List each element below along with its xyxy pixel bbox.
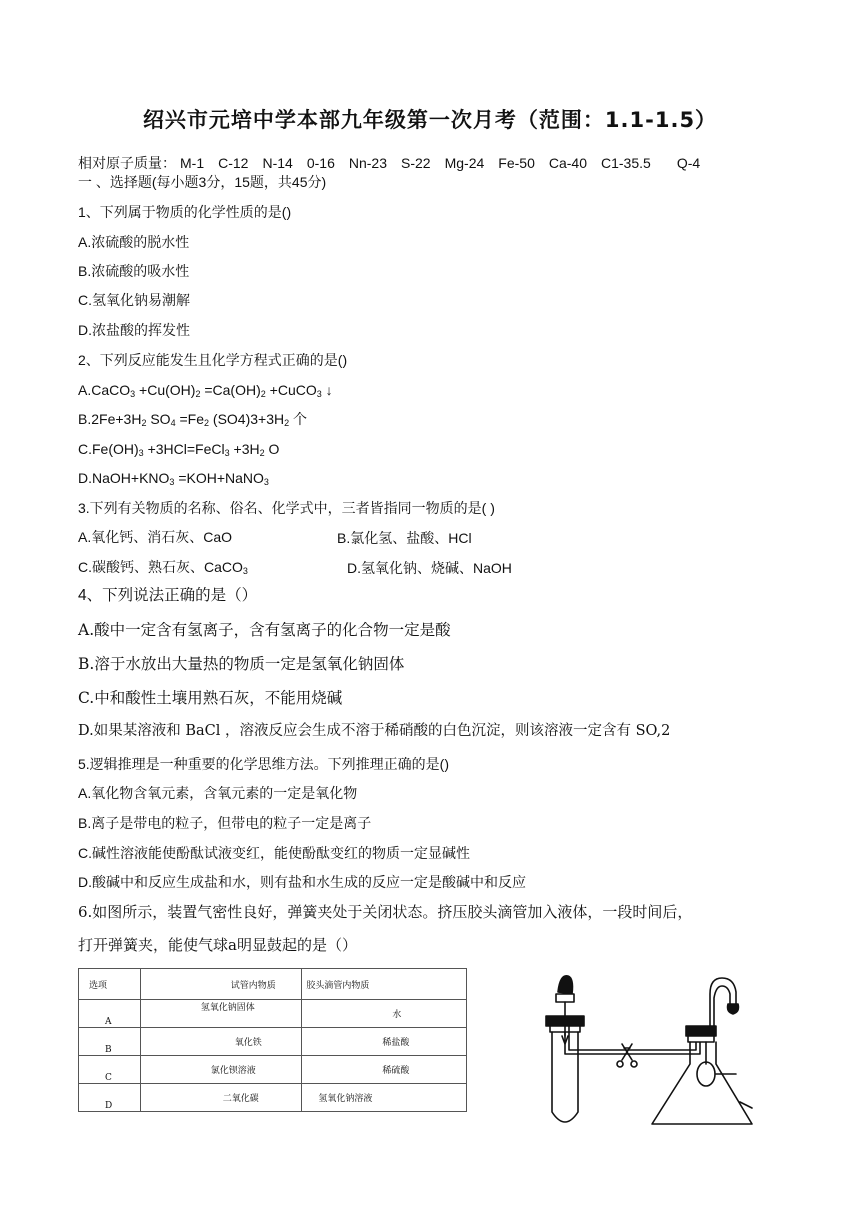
table-cell: C bbox=[79, 1056, 141, 1084]
q2-option-b: $B.2Fe+3H_2$ $SO_4 =Fe_2$ $(SO4)3+3H_2$ 个 bbox=[78, 411, 308, 428]
mass-item: C1-35.5 bbox=[601, 155, 651, 171]
q5-option-d: D.酸碱中和反应生成盐和水，则有盐和水生成的反应一定是酸碱中和反应 bbox=[78, 874, 526, 890]
table-cell: 水 bbox=[302, 1000, 467, 1028]
table-cell: A bbox=[79, 1000, 141, 1028]
q5-option-a: A.氧化物含氧元素，含氧元素的一定是氧化物 bbox=[78, 785, 358, 801]
table-header-row bbox=[79, 969, 467, 1000]
table-cell: 氢氧化钠固体 bbox=[140, 1000, 302, 1028]
q6-stem-line1: 6.如图所示，装置气密性良好，弹簧夹处于关闭状态。挤压胶头滴管加入液体，一段时间后， bbox=[78, 903, 693, 921]
q3-option-a: A.氧化钙、消石灰、CaO bbox=[78, 529, 233, 545]
table-header-cell: 试管内物质 bbox=[140, 969, 302, 1000]
mass-item: M-1 bbox=[180, 155, 205, 171]
table-row bbox=[79, 1000, 467, 1028]
table-cell: 氧化铁 bbox=[140, 1028, 302, 1056]
q1-stem: 1、下列属于物质的化学性质的是() bbox=[78, 204, 292, 220]
spring-clamp bbox=[617, 1044, 637, 1067]
mass-item: Nn-23 bbox=[348, 155, 388, 171]
q3-option-c: C.碳酸钙、熟石灰、CaCO$_3$ bbox=[78, 559, 248, 576]
section-heading: 一 、选择题(每小题3分，15题，共45分) bbox=[78, 174, 327, 190]
mass-item: S-22 bbox=[401, 155, 431, 171]
atomic-masses-label: 相对原子质量： bbox=[78, 155, 176, 171]
mass-item: Fe-50 bbox=[498, 155, 535, 171]
table-cell: 氯化钡溶液 bbox=[140, 1056, 302, 1084]
table-cell: 氢氧化钠溶液 bbox=[302, 1084, 467, 1112]
table-row bbox=[79, 1084, 467, 1112]
table-cell: 二氧化碳 bbox=[140, 1084, 302, 1112]
q3-stem: 3.下列有关物质的名称、俗名、化学式中，三者皆指同一物质的是( ) bbox=[78, 500, 495, 516]
q4-option-c: C.中和酸性土壤用熟石灰，不能用烧碱 bbox=[78, 689, 343, 707]
apparatus-diagram bbox=[540, 964, 760, 1134]
mass-item: Mg-24 bbox=[444, 155, 485, 171]
q2-stem: 2、下列反应能发生且化学方程式正确的是() bbox=[78, 352, 348, 368]
table-header-cell: 胶头滴管内物质 bbox=[302, 969, 467, 1000]
exam-title: 绍兴市元培中学本部九年级第一次月考（范围：1.1-1.5） bbox=[142, 108, 718, 132]
q6-stem-line2: 打开弹簧夹，能使气球a明显鼓起的是（） bbox=[78, 936, 357, 954]
table-row bbox=[79, 1056, 467, 1084]
q1-option-d: D.浓盐酸的挥发性 bbox=[78, 322, 190, 338]
mass-item: 0-16 bbox=[306, 155, 335, 171]
q4-stem: 4、下列说法正确的是（） bbox=[78, 587, 258, 604]
table-cell: 稀硫酸 bbox=[302, 1056, 467, 1084]
q1-option-b: B.浓硫酸的吸水性 bbox=[78, 263, 190, 279]
q1-option-a: A.浓硫酸的脱水性 bbox=[78, 234, 190, 250]
q4-option-d: D.如果某溶液和 BaCl ，溶液反应会生成不溶于稀硝酸的白色沉淀，则该溶液一定含有 SO,2 bbox=[78, 723, 671, 739]
q2-option-c: $C.Fe(OH)_3$ +3HCl=FeCl$_3$ $+3H_2$ O bbox=[78, 441, 280, 458]
q2-option-d: $D.NaOH+KNO_3$ =KOH+NaNO$_3$ bbox=[78, 470, 269, 487]
atomic-masses bbox=[78, 154, 714, 172]
q4-option-b: B.溶于水放出大量热的物质一定是氢氧化钠固体 bbox=[78, 655, 405, 673]
dropper-collar bbox=[556, 994, 574, 1002]
q2-option-a: A.CaCO$_3$ $+Cu(OH)_2 =Ca(OH)_2$ +CuCO$_3$ ↓ bbox=[78, 382, 333, 399]
table-cell: B bbox=[79, 1028, 141, 1056]
q5-option-b: B.离子是带电的粒子，但带电的粒子一定是离子 bbox=[78, 815, 372, 831]
dropper-bulb bbox=[558, 976, 573, 994]
q3-option-d: D.氢氧化钠、烧碱、NaOH bbox=[347, 560, 512, 576]
q5-option-c: C.碱性溶液能使酚酞试液变红，能使酚酞变红的物质一定显碱性 bbox=[78, 845, 470, 861]
mass-item: C-12 bbox=[218, 155, 249, 171]
q4-option-a: A.酸中一定含有氢离子，含有氢离子的化合物一定是酸 bbox=[78, 621, 451, 639]
table-cell: D bbox=[79, 1084, 141, 1112]
q6-options-table bbox=[78, 968, 467, 1112]
test-tube-stopper bbox=[546, 1016, 584, 1026]
mass-item: Q-4 bbox=[676, 155, 701, 171]
table-cell: 稀盐酸 bbox=[302, 1028, 467, 1056]
table-header-cell: 选项 bbox=[79, 969, 141, 1000]
q1-option-c: C.氢氧化钠易潮解 bbox=[78, 292, 190, 308]
flask-stopper bbox=[686, 1026, 716, 1036]
mass-item: N-14 bbox=[262, 155, 293, 171]
balloon-a bbox=[697, 1062, 715, 1086]
mass-item: Ca-40 bbox=[548, 155, 587, 171]
table-row bbox=[79, 1028, 467, 1056]
q3-option-b: B.氯化氢、盐酸、HCl bbox=[337, 530, 472, 546]
q5-stem: 5.逻辑推理是一种重要的化学思维方法。下列推理正确的是() bbox=[78, 756, 449, 772]
